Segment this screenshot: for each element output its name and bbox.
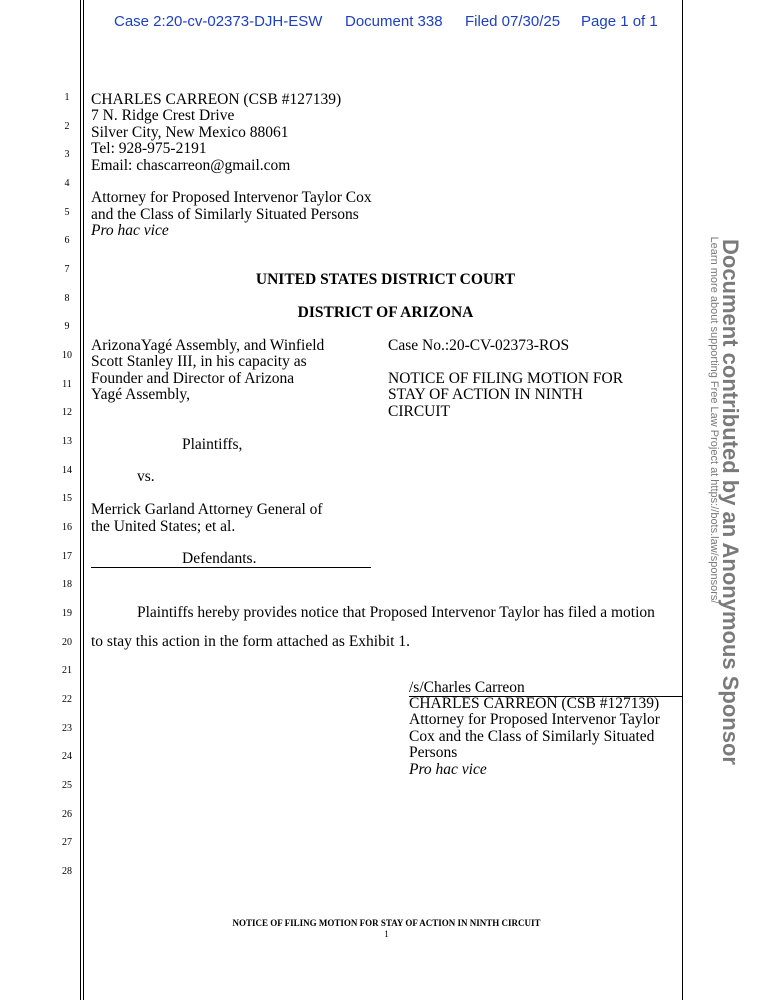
signer-role-line-2: Cox and the Class of Similarly Situated: [409, 728, 655, 745]
right-margin-rule: [682, 0, 683, 1000]
plaintiffs-label: Plaintiffs,: [182, 436, 243, 453]
line-number: 10: [62, 350, 72, 361]
line-number: 6: [64, 235, 70, 246]
versus: vs.: [137, 468, 155, 485]
defendants-label: Defendants.: [182, 550, 257, 567]
line-number: 1: [64, 92, 70, 103]
line-number: 8: [64, 293, 70, 304]
court-district: DISTRICT OF ARIZONA: [297, 304, 474, 321]
plaintiff-line-1: ArizonaYagé Assembly, and Winfield: [91, 337, 325, 354]
electronic-signature: /s/Charles Carreon: [409, 679, 525, 696]
line-number: 9: [64, 321, 70, 332]
header-page-count: Page 1 of 1: [581, 13, 658, 30]
document-title-line-1: NOTICE OF FILING MOTION FOR: [388, 370, 624, 387]
line-number: 20: [62, 637, 72, 648]
case-number: Case No.:20-CV-02373-ROS: [388, 337, 570, 354]
footer-page-number: 1: [384, 929, 389, 939]
line-number: 26: [62, 809, 72, 820]
attorney-pro-hac-vice: Pro hac vice: [91, 222, 169, 239]
footer-title: NOTICE OF FILING MOTION FOR STAY OF ACTION IN NINTH CIRCUIT: [232, 918, 541, 928]
line-number: 12: [62, 407, 72, 418]
line-number: 25: [62, 780, 72, 791]
line-number: 22: [62, 694, 72, 705]
caption-underline: [91, 567, 371, 568]
line-number: 15: [62, 493, 72, 504]
document-title-line-3: CIRCUIT: [388, 403, 450, 420]
signer-role-line-1: Attorney for Proposed Intervenor Taylor: [409, 711, 660, 728]
line-number: 18: [62, 579, 72, 590]
line-number: 19: [62, 608, 72, 619]
line-number: 27: [62, 837, 72, 848]
sponsor-heading: Document contributed by an Anonymous Sponsor: [718, 239, 743, 765]
line-number: 3: [64, 149, 70, 160]
defendant-line-1: Merrick Garland Attorney General of: [91, 501, 323, 518]
body-paragraph-line-2: to stay this action in the form attached as Exhibit 1.: [91, 633, 410, 650]
signer-pro-hac-vice: Pro hac vice: [409, 761, 487, 778]
plaintiff-line-4: Yagé Assembly,: [91, 386, 191, 403]
line-number: 21: [62, 665, 72, 676]
attorney-name: CHARLES CARREON (CSB #127139): [91, 91, 342, 108]
plaintiff-line-2: Scott Stanley III, in his capacity as: [91, 353, 307, 370]
attorney-street: 7 N. Ridge Crest Drive: [91, 107, 235, 124]
header-document-number: Document 338: [345, 13, 443, 30]
line-number: 24: [62, 751, 72, 762]
attorney-city: Silver City, New Mexico 88061: [91, 124, 289, 141]
attorney-role-line-1: Attorney for Proposed Intervenor Taylor Cox: [91, 189, 372, 206]
left-margin-rule-inner: [83, 0, 84, 1000]
line-number: 13: [62, 436, 72, 447]
line-number: 4: [64, 178, 70, 189]
header-case-number: Case 2:20-cv-02373-DJH-ESW: [114, 13, 323, 30]
line-number: 23: [62, 723, 72, 734]
header-filed-date: Filed 07/30/25: [465, 13, 561, 30]
line-number: 28: [62, 866, 72, 877]
line-number: 14: [62, 465, 72, 476]
line-number: 16: [62, 522, 72, 533]
line-number: 2: [64, 121, 70, 132]
left-margin-rule-outer: [80, 0, 81, 1000]
attorney-role-line-2: and the Class of Similarly Situated Persons: [91, 206, 359, 223]
signer-role-line-3: Persons: [409, 744, 458, 761]
document-title-line-2: STAY OF ACTION IN NINTH: [388, 386, 583, 403]
attorney-email: Email: chascarreon@gmail.com: [91, 157, 291, 174]
line-number: 17: [62, 551, 72, 562]
attorney-phone: Tel: 928-975-2191: [91, 140, 207, 157]
court-name: UNITED STATES DISTRICT COURT: [255, 271, 516, 288]
sponsor-link-text: Learn more about supporting Free Law Project at https://bots.law/sponsors/: [708, 236, 720, 604]
line-number: 5: [64, 207, 70, 218]
defendant-line-2: the United States; et al.: [91, 518, 236, 535]
line-number: 11: [62, 379, 72, 390]
line-number: 7: [64, 264, 70, 275]
sponsor-sidebar: [702, 230, 756, 775]
signer-name: CHARLES CARREON (CSB #127139): [409, 695, 660, 712]
plaintiff-line-3: Founder and Director of Arizona: [91, 370, 295, 387]
body-paragraph-line-1: Plaintiffs hereby provides notice that Proposed Intervenor Taylor has filed a motion: [137, 604, 655, 621]
